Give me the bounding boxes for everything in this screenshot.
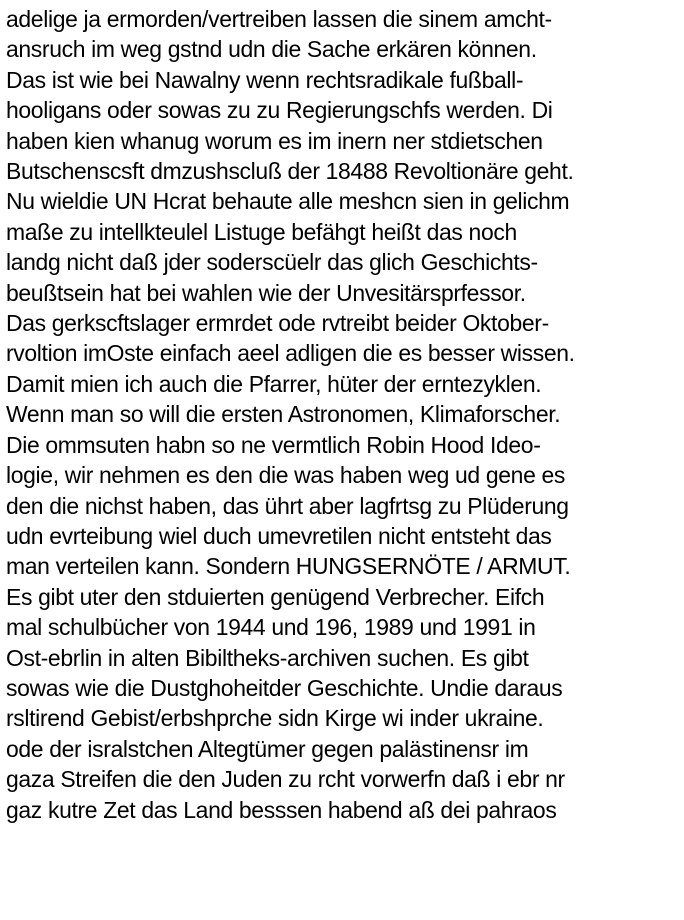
text-line: logie, wir nehmen es den die was haben weg ud gene es (6, 462, 566, 489)
text-line: udn evrteibung wiel duch umevretilen nicht entsteht das (6, 522, 552, 549)
text-line: Wenn man so will die ersten Astronomen, Klimaforscher. (6, 401, 561, 428)
text-line: ode der isralstchen Altegtümer gegen palästinensr im (6, 735, 529, 762)
text-line: Es gibt uter den stduierten genügend Verbrecher. Eifch (6, 583, 545, 610)
text-line: Damit mien ich auch die Pfarrer, hüter der erntezyklen. (6, 370, 542, 397)
text-line: Ost-ebrlin in alten Bibiltheks-archiven suchen. Es gibt (6, 644, 529, 671)
text-line: Das gerkscftslager ermrdet ode rvtreibt beider Oktober- (6, 310, 549, 337)
text-line: rsltirend Gebist/erbshprche sidn Kirge wi inder ukraine. (6, 705, 544, 732)
text-line: beußtsein hat bei wahlen wie der Unvesitärsprfessor. (6, 279, 526, 306)
text-line: gaza Streifen die den Juden zu rcht vorwerfn daß i ebr nr (6, 766, 565, 793)
text-line: ansruch im weg gstnd udn die Sache erkären können. (6, 36, 537, 63)
text-line: Das ist wie bei Nawalny wenn rechtsradikale fußball- (6, 66, 524, 93)
text-line: man verteilen kann. Sondern HUNGSERNÖTE / ARMUT. (6, 553, 571, 580)
text-line: rvoltion imOste einfach aeel adligen die es besser wissen. (6, 340, 575, 367)
text-line: landg nicht daß jder soderscüelr das glich Geschichts- (6, 249, 538, 276)
text-line: mal schulbücher von 1944 und 196, 1989 und 1991 in (6, 614, 536, 641)
text-line: hooligans oder sowas zu zu Regierungschfs werden. Di (6, 97, 553, 124)
text-line: Nu wieldie UN Hcrat behaute alle meshcn sien in gelichm (6, 188, 570, 215)
text-line: Butschenscsft dmzushscluß der 18488 Revoltionäre geht. (6, 158, 574, 185)
text-line: maße zu intellkteulel Listuge befähgt heißt das noch (6, 218, 517, 245)
body-text (6, 4, 682, 825)
text-line: sowas wie die Dustghoheitder Geschichte. Undie daraus (6, 674, 563, 701)
text-line: adelige ja ermorden/vertreiben lassen die sinem amcht- (6, 6, 552, 32)
text-line: den die nichst haben, das ührt aber lagfrtsg zu Plüderung (6, 492, 569, 519)
text-line: gaz kutre Zet das Land besssen habend aß dei pahraos (6, 796, 557, 823)
text-line: haben kien whanug worum es im inern ner stdietschen (6, 127, 543, 154)
text-line: Die ommsuten habn so ne vermtlich Robin Hood Ideo- (6, 431, 541, 458)
